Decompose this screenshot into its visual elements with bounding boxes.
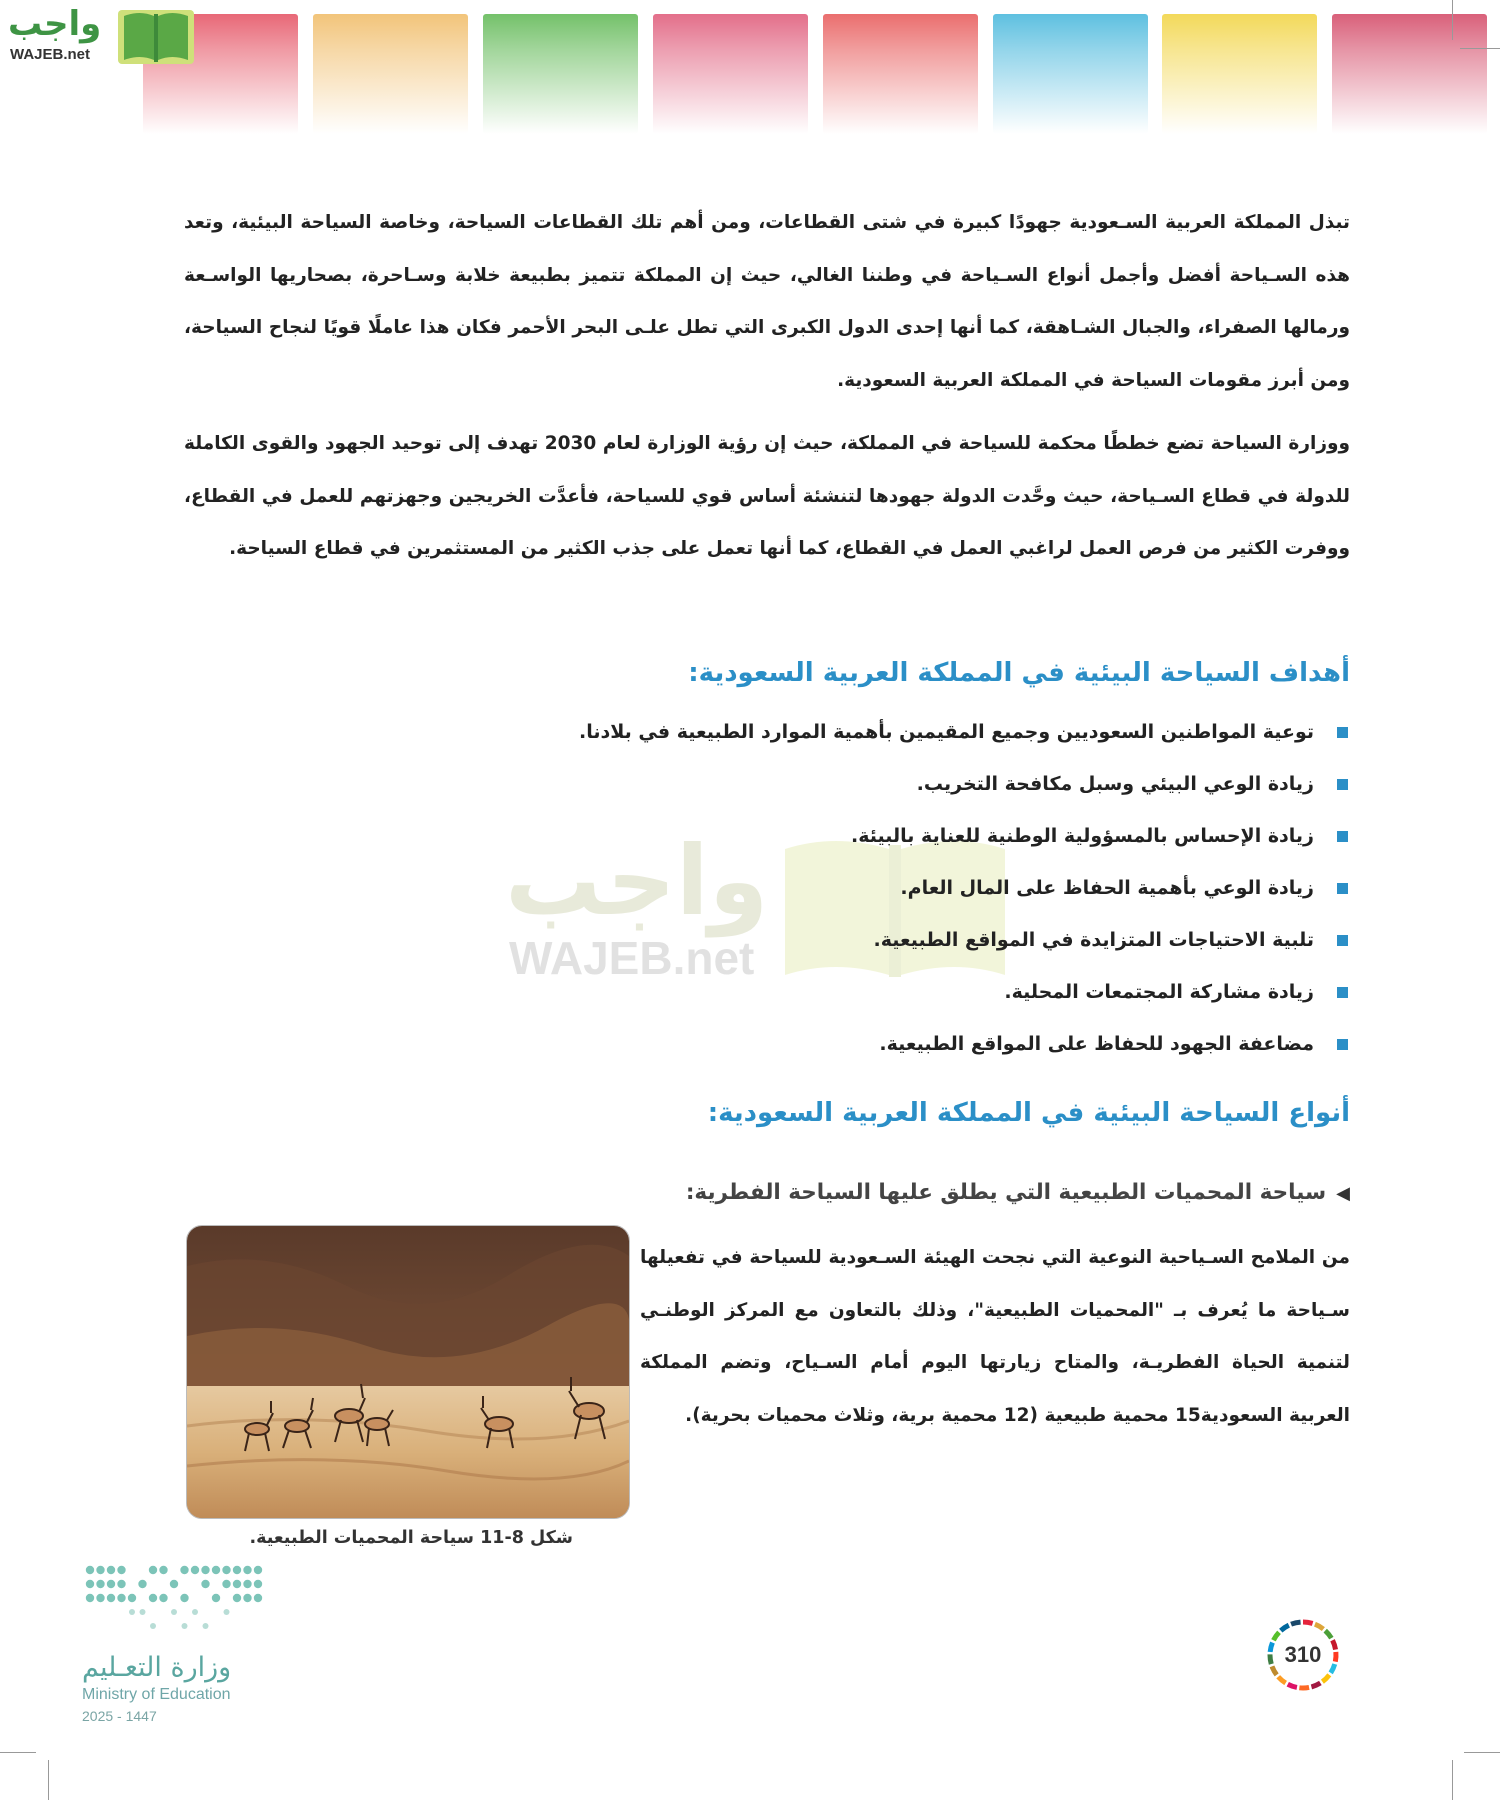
gazelles-desert-photo xyxy=(186,1225,630,1519)
ministry-dot xyxy=(96,1566,104,1574)
crop-mark xyxy=(1452,0,1453,40)
goal-item xyxy=(350,914,1350,966)
reserves-paragraph: من الملامح السـياحية النوعية التي نجحت الهيئة السـعودية للسياحة في تفعيلها سـياحة ما يُعرف بـ "المحميات الطبيعية"، وذلك بالتعاون مع المركز الوطنـي لتنمية الحياة الفطريـة، والمتاح زيارتها اليوم أمام السـياح، وتضم المملكة العربية السعودية15 محمية طبيعية (12 محمية برية، وثلاث محميات بحرية). xyxy=(640,1247,1350,1426)
watermark-arabic: واجب xyxy=(505,825,769,937)
header-tab xyxy=(653,14,808,134)
ministry-dot xyxy=(159,1566,167,1574)
crop-mark xyxy=(0,1752,36,1753)
header-tab xyxy=(1332,14,1487,134)
ministry-dot xyxy=(86,1580,94,1588)
ministry-dot xyxy=(192,1609,198,1615)
reserves-subheading-text: سياحة المحميات الطبيعية التي يطلق عليها السياحة الفطرية: xyxy=(685,1180,1327,1205)
ministry-dot xyxy=(243,1566,251,1574)
square-bullet-icon xyxy=(1337,1039,1348,1050)
goals-list xyxy=(350,706,1350,1070)
goal-text: زيادة الإحساس بالمسؤولية الوطنية للعناية بالبيئة. xyxy=(851,825,1314,847)
ministry-of-education-logo xyxy=(82,1560,282,1730)
ministry-dot xyxy=(222,1566,230,1574)
ministry-dot xyxy=(117,1566,125,1574)
ministry-arabic: وزارة التعـليم xyxy=(82,1652,232,1683)
ministry-dot xyxy=(243,1594,251,1602)
goal-item xyxy=(350,966,1350,1018)
square-bullet-icon xyxy=(1337,935,1348,946)
goal-item xyxy=(350,706,1350,758)
ministry-dot xyxy=(117,1594,125,1602)
intro-paragraph-2: ووزارة السياحة تضع خططًا محكمة للسياحة في المملكة، حيث إن رؤية الوزارة لعام 2030 تهدف إلى توحيد الجهود والقوى الكاملة للدولة في قطاع السـياحة، حيث وحَّدت الدولة جهودها لتنشئة أساس قوي للسياحة، فأعدَّت الخريجين وجهزتهم للعمل في القطاع، ووفرت الكثير من فرص العمل لراغبي العمل في القطاع، كما أنها تعمل على جذب الكثير من المستثمرين في قطاع السياحة. xyxy=(184,433,1350,559)
ministry-dot xyxy=(212,1594,220,1602)
crop-mark xyxy=(1452,1760,1453,1800)
ministry-dot xyxy=(222,1580,230,1588)
figure-caption: شكل 8-11 سياحة المحميات الطبيعية. xyxy=(249,1528,573,1548)
types-heading: أنواع السياحة البيئية في المملكة العربية السعودية: xyxy=(707,1098,1350,1128)
crop-mark xyxy=(1464,1752,1500,1753)
ministry-dot xyxy=(140,1609,146,1615)
logo-english-text: WAJEB.net xyxy=(10,46,91,63)
ministry-dot xyxy=(233,1594,241,1602)
watermark-english: WAJEB.net xyxy=(509,932,755,984)
logo-arabic-text: واجب xyxy=(8,4,102,44)
ministry-dot xyxy=(107,1594,115,1602)
ministry-dot xyxy=(149,1594,157,1602)
ministry-dot xyxy=(203,1623,209,1629)
goals-heading: أهداف السياحة البيئية في المملكة العربية السعودية: xyxy=(688,658,1350,688)
header-tab xyxy=(1162,14,1317,134)
triangle-arrow-icon: ◀ xyxy=(1336,1183,1350,1204)
ministry-dot xyxy=(96,1594,104,1602)
ministry-dot xyxy=(254,1594,262,1602)
goal-text: زيادة الوعي بأهمية الحفاظ على المال العام. xyxy=(900,877,1314,899)
goal-text: توعية المواطنين السعوديين وجميع المقيمين بأهمية الموارد الطبيعية في بلادنا. xyxy=(579,721,1314,743)
header-tab xyxy=(313,14,468,134)
ministry-dot xyxy=(171,1609,177,1615)
ministry-dot xyxy=(201,1580,209,1588)
ministry-dot xyxy=(212,1566,220,1574)
ministry-dot xyxy=(107,1580,115,1588)
ministry-dot xyxy=(149,1566,157,1574)
square-bullet-icon xyxy=(1337,779,1348,790)
goal-item xyxy=(350,810,1350,862)
ministry-dot xyxy=(191,1566,199,1574)
header-color-tabs xyxy=(0,14,1500,134)
ministry-dot xyxy=(86,1594,94,1602)
gazelles-illustration xyxy=(187,1226,629,1518)
ministry-dot xyxy=(233,1566,241,1574)
ministry-dot xyxy=(159,1594,167,1602)
page-number-badge xyxy=(1265,1617,1341,1693)
square-bullet-icon xyxy=(1337,727,1348,738)
reserves-subheading xyxy=(686,1180,1350,1205)
ministry-dot xyxy=(117,1580,125,1588)
goal-item xyxy=(350,1018,1350,1070)
header-tab xyxy=(993,14,1148,134)
page-number: 310 xyxy=(1284,1642,1322,1667)
ministry-dot xyxy=(86,1566,94,1574)
ministry-dot xyxy=(224,1609,230,1615)
ministry-dot xyxy=(254,1566,262,1574)
square-bullet-icon xyxy=(1337,831,1348,842)
goal-text: تلبية الاحتياجات المتزايدة في المواقع الطبيعية. xyxy=(873,929,1314,951)
ministry-dot xyxy=(180,1594,188,1602)
goal-text: مضاعفة الجهود للحفاظ على المواقع الطبيعية. xyxy=(879,1033,1314,1055)
header-tab xyxy=(483,14,638,134)
ministry-year: 2025 - 1447 xyxy=(82,1708,157,1724)
goal-item xyxy=(350,862,1350,914)
crop-mark xyxy=(1460,48,1500,49)
ministry-dot xyxy=(128,1594,136,1602)
ministry-dot xyxy=(243,1580,251,1588)
ministry-dot xyxy=(233,1580,241,1588)
ministry-dot xyxy=(107,1566,115,1574)
header-tab xyxy=(823,14,978,134)
ministry-dot xyxy=(180,1566,188,1574)
ministry-english: Ministry of Education xyxy=(82,1686,231,1703)
intro-paragraph-1: تبذل المملكة العربية السـعودية جهودًا كبيرة في شتى القطاعات، ومن أهم تلك القطاعات السياحة، وخاصة السياحة البيئية، وتعد هذه السـياحة أفضل وأجمل أنواع السـياحة في وطننا الغالي، حيث إن المملكة تتميز بطبيعة خلابة وسـاحرة، بصحاريها الواسـعة ورمالها الصفراء، والجبال الشـاهقة، كما أنها إحدى الدول الكبرى التي تطل علـى البحر الأحمر فكان هذا عاملًا قويًا لنجاح السياحة، ومن أبرز مقومات السياحة في المملكة العربية السعودية. xyxy=(184,212,1350,391)
ministry-dot xyxy=(96,1580,104,1588)
ministry-dot xyxy=(138,1580,146,1588)
ministry-dot xyxy=(150,1623,156,1629)
square-bullet-icon xyxy=(1337,987,1348,998)
ministry-dot xyxy=(254,1580,262,1588)
ministry-dots-icon xyxy=(82,1560,272,1650)
book-icon xyxy=(116,6,196,66)
ministry-dot xyxy=(182,1623,188,1629)
goal-text: زيادة مشاركة المجتمعات المحلية. xyxy=(1004,981,1314,1003)
ministry-dot xyxy=(129,1609,135,1615)
crop-mark xyxy=(48,1760,49,1800)
ministry-dot xyxy=(170,1580,178,1588)
goal-text: زيادة الوعي البيئي وسبل مكافحة التخريب. xyxy=(916,773,1314,795)
wajeb-logo[interactable] xyxy=(8,4,198,70)
goal-item xyxy=(350,758,1350,810)
square-bullet-icon xyxy=(1337,883,1348,894)
ministry-dot xyxy=(201,1566,209,1574)
